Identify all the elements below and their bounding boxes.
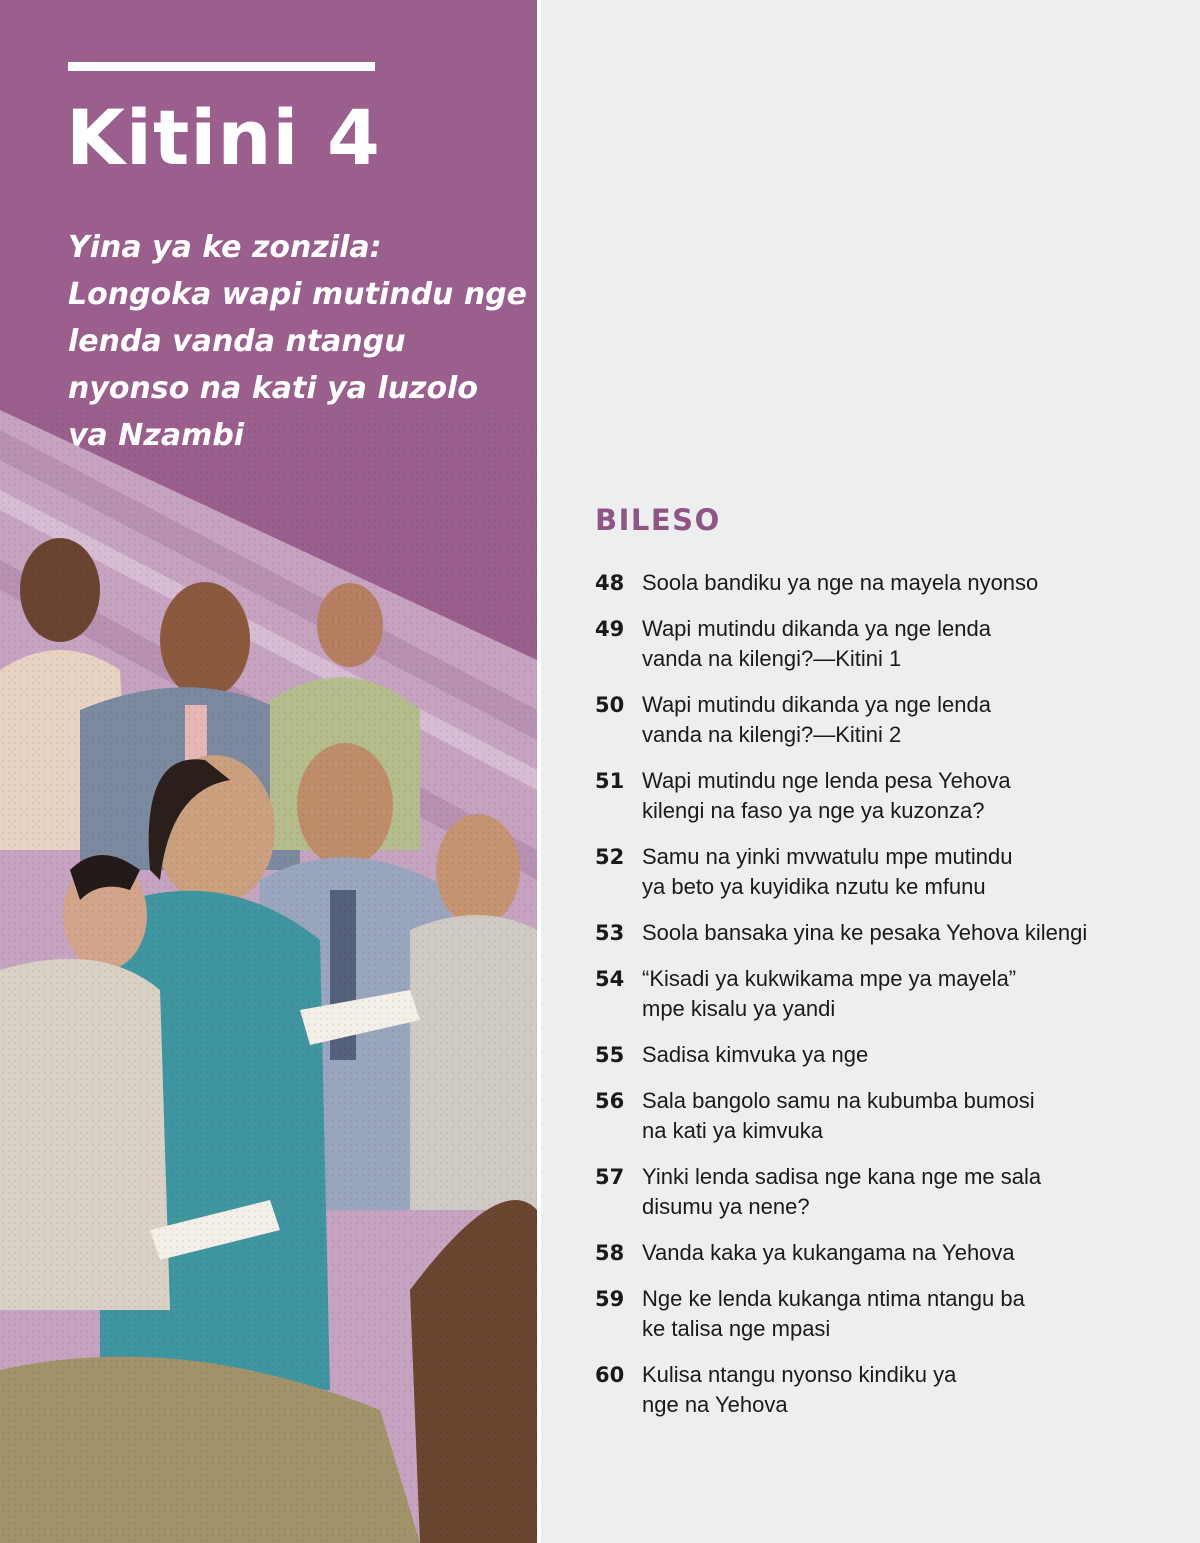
lesson-number: 59 — [595, 1287, 625, 1311]
contents-column — [541, 0, 1200, 1543]
lesson-number: 56 — [595, 1089, 625, 1113]
chapter-subtitle: Yina ya ke zonzila: Longoka wapi mutindu nge lenda vanda ntangu nyonso na kati ya luzolo — [68, 230, 528, 406]
lesson-title: Soola bansaka yina ke pesaka Yehova kilengi — [642, 920, 1088, 945]
lesson-number: 55 — [595, 1043, 625, 1067]
lesson-title: Yinki lenda sadisa nge kana nge me sala disumu ya nene? — [642, 1164, 1042, 1219]
lesson-title: Wapi mutindu dikanda ya nge lenda vanda na kilengi?—Kitini 1 — [642, 616, 991, 671]
contents-item[interactable] — [595, 1238, 1195, 1268]
congregation-illustration — [0, 410, 537, 1543]
lesson-title: Wapi mutindu nge lenda pesa Yehova kilengi na faso ya nge ya kuzonza? — [642, 768, 1011, 823]
lesson-number: 51 — [595, 769, 625, 793]
lesson-number: 53 — [595, 921, 625, 945]
lesson-number: 58 — [595, 1241, 625, 1265]
lesson-title: Kulisa ntangu nyonso kindiku ya nge na Yehova — [642, 1362, 957, 1417]
contents-item[interactable] — [595, 766, 1195, 826]
contents-list — [595, 568, 1195, 1420]
contents-item[interactable] — [595, 690, 1195, 750]
lesson-title: Samu na yinki mvwatulu mpe mutindu ya beto ya kuyidika nzutu ke mfunu — [642, 844, 1013, 899]
lesson-number: 48 — [595, 571, 625, 595]
contents-item[interactable] — [595, 1040, 1195, 1070]
contents-item[interactable] — [595, 1360, 1195, 1420]
lesson-title: “Kisadi ya kukwikama mpe ya mayela” mpe kisalu ya yandi — [642, 966, 1017, 1021]
lesson-number: 50 — [595, 693, 625, 717]
contents-heading: BILESO — [595, 503, 721, 537]
contents-item[interactable] — [595, 1162, 1195, 1222]
contents-item[interactable] — [595, 1086, 1195, 1146]
lesson-number: 54 — [595, 967, 625, 991]
lesson-number: 57 — [595, 1165, 625, 1189]
lesson-number: 49 — [595, 617, 625, 641]
contents-item[interactable] — [595, 568, 1195, 598]
lesson-title: Sadisa kimvuka ya nge — [642, 1042, 869, 1067]
contents-item[interactable] — [595, 964, 1195, 1024]
lesson-number: 52 — [595, 845, 625, 869]
lesson-number: 60 — [595, 1363, 625, 1387]
title-rule — [68, 62, 375, 71]
chapter-title: Kitini 4 — [66, 93, 381, 182]
contents-item[interactable] — [595, 842, 1195, 902]
lesson-title: Sala bangolo samu na kubumba bumosi na kati ya kimvuka — [642, 1088, 1035, 1143]
lesson-title: Vanda kaka ya kukangama na Yehova — [642, 1240, 1015, 1265]
contents-item[interactable] — [595, 918, 1195, 948]
lesson-title: Soola bandiku ya nge na mayela nyonso — [642, 570, 1039, 595]
lesson-title: Nge ke lenda kukanga ntima ntangu ba ke talisa nge mpasi — [642, 1286, 1025, 1341]
chapter-panel — [0, 0, 537, 1543]
contents-item[interactable] — [595, 614, 1195, 674]
contents-item[interactable] — [595, 1284, 1195, 1344]
lesson-title: Wapi mutindu dikanda ya nge lenda vanda na kilengi?—Kitini 2 — [642, 692, 991, 747]
